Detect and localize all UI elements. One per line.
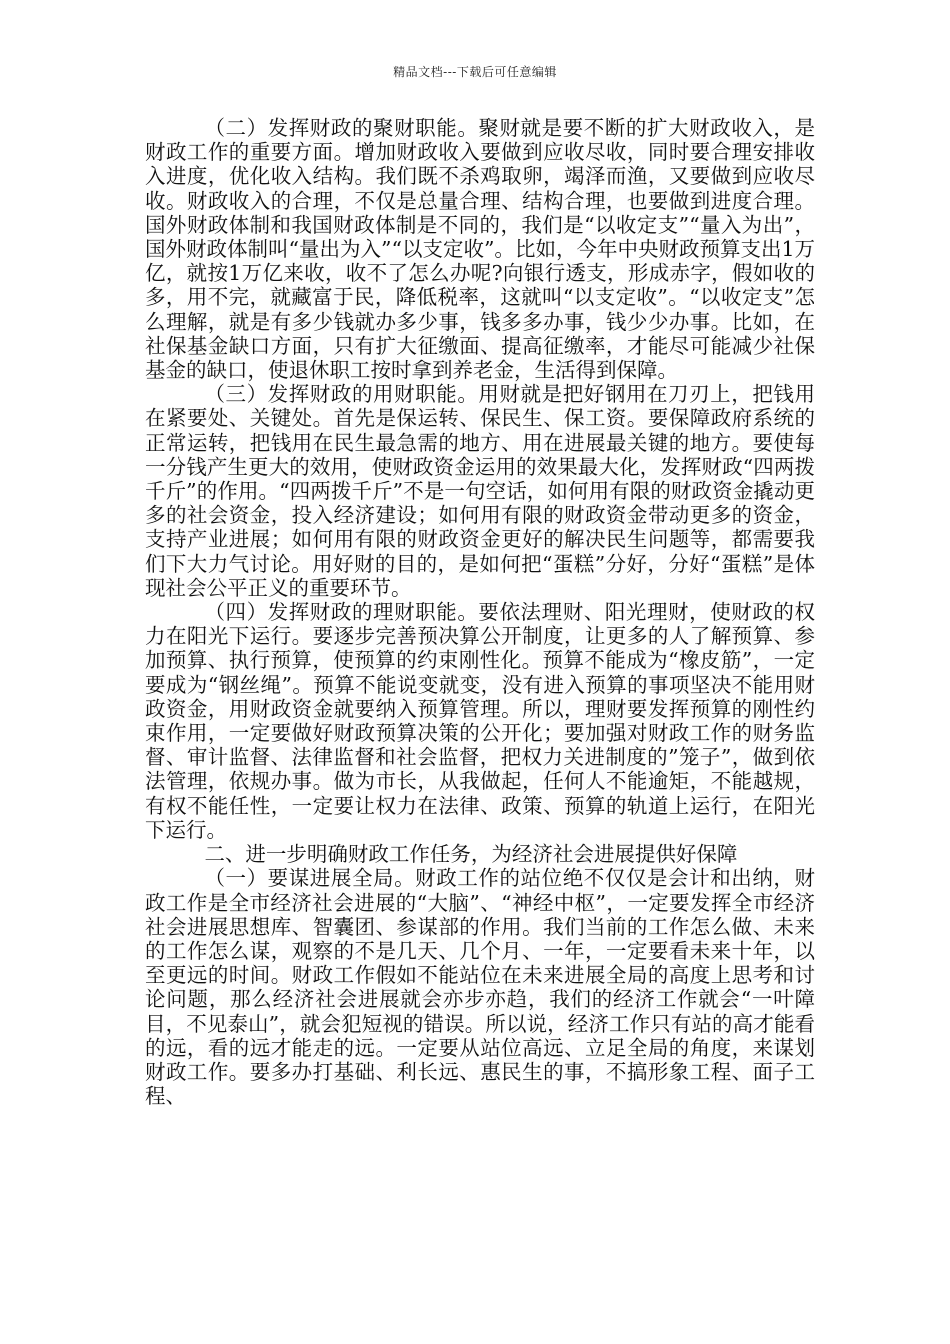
paragraph-juc-function: （二）发挥财政的聚财职能。聚财就是要不断的扩大财政收入，是财政工作的重要方面。增加财政收入要做到应收尽收，同时要合理安排收入进度，优化收入结构。我们既不杀鸡取卵，竭泽而渔，又要做到应收尽收。财政收入的合理，不仅是总量合理、结构合理，也要做到进度合理。国外财政体制和我国财政体制是不同的，我们是“以收定支”“量入为出”，国外财政体制叫“量出为入”“以支定收”。比如，今年中央财政预算支出1万亿，就按1万亿来收，收不了怎么办呢?向银行透支，形成赤字，假如收的多，用不完，就藏富于民，降低税率，这就叫“以支定收”。“以收定支”怎么理解，就是有多少钱就办多少事，钱多多办事，钱少少办事。比如，在社保基金缺口方面，只有扩大征缴面、提高征缴率，才能尽可能减少社保基金的缺口，使退休职工按时拿到养老金，生活得到保障。	[145, 116, 815, 383]
paragraph-overall-development: （一）要谋进展全局。财政工作的站位绝不仅仅是会计和出纳，财政工作是全市经济社会进展的“大脑”、“神经中枢”，一定要发挥全市经济社会进展思想库、智囊团、参谋部的作用。我们当前的工作怎么做、未来的工作怎么谋，观察的不是几天、几个月、一年，一定要看未来十年，以至更远的时间。财政工作假如不能站位在未来进展全局的高度上思考和讨论问题，那么经济社会进展就会亦步亦趋，我们的经济工作就会“一叶障目，不见泰山”，就会犯短视的错误。所以说，经济工作只有站的高才能看的远，看的远才能走的远。一定要从站位高远、立足全局的角度，来谋划财政工作。要多办打基础、利长远、惠民生的事，不搞形象工程、面子工程、	[145, 866, 815, 1109]
paragraph-licai-function: （四）发挥财政的理财职能。要依法理财、阳光理财，使财政的权力在阳光下运行。要逐步完善预决算公开制度，让更多的人了解预算、参加预算、执行预算，使预算的约束刚性化。预算不能成为“橡皮筋”，一定要成为“钢丝绳”。预算不能说变就变，没有进入预算的事项坚决不能用财政资金，用财政资金就要纳入预算管理。所以，理财要发挥预算的刚性约束作用，一定要做好财政预算决策的公开化；要加强对财政工作的财务监督、审计监督、法律监督和社会监督，把权力关进制度的”笼子”，做到依法管理，依规办事。做为市长，从我做起，任何人不能逾矩，不能越规，有权不能任性，一定要让权力在法律、政策、预算的轨道上运行，在阳光下运行。	[145, 600, 815, 842]
section-heading-two: 二、进一步明确财政工作任务，为经济社会进展提供好保障	[204, 842, 738, 867]
page-header: 精品文档---下载后可任意编辑	[393, 65, 557, 79]
document-body	[145, 116, 815, 1108]
paragraph-yongcai-function: （三）发挥财政的用财职能。用财就是把好钢用在刀刃上，把钱用在紧要处、关键处。首先是保运转、保民生、保工资。要保障政府系统的正常运转，把钱用在民生最急需的地方、用在进展最关键的地方。要使每一分钱产生更大的效用，使财政资金运用的效果最大化，发挥财政“四两拨千斤”的作用。“四两拨千斤”不是一句空话，如何用有限的财政资金撬动更多的社会资金，投入经济建设；如何用有限的财政资金带动更多的资金，支持产业进展；如何用有限的财政资金更好的解决民生问题等，都需要我们下大力气讨论。用好财的目的，是如何把“蛋糕”分好，分好“蛋糕”是体现社会公平正义的重要环节。	[145, 382, 815, 600]
